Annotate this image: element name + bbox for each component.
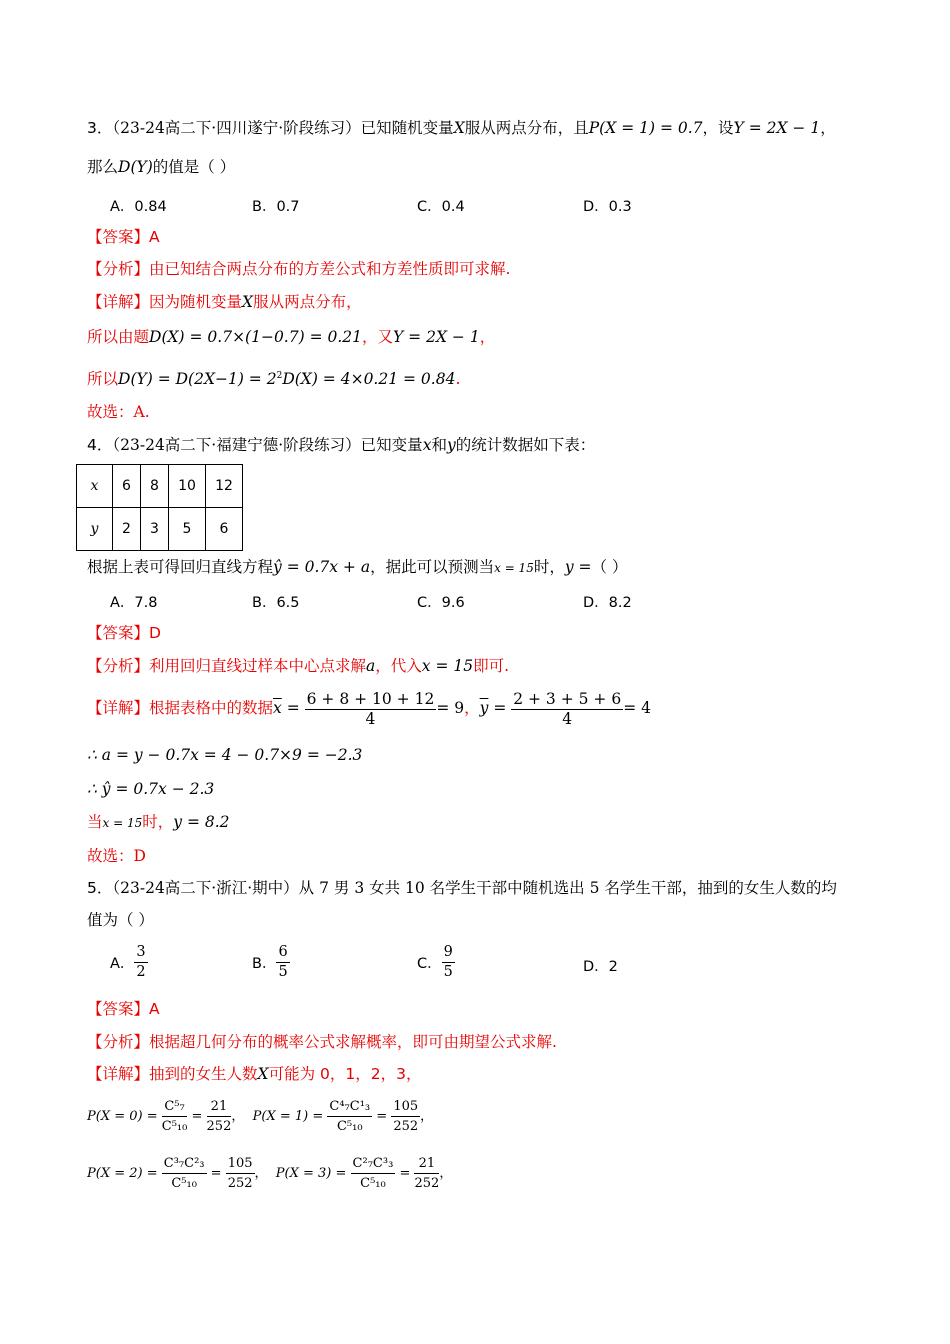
detail-tag: 【详解】 [87,699,150,717]
q3-dy: D(Y) [118,158,153,176]
q5-stem-text: 从 7 男 3 女共 10 名学生干部中随机选出 5 名学生干部，抽到的女生人数的均 [298,879,837,897]
analysis-text: 利用回归直线过样本中心点求解 [149,657,367,675]
q3-stem-text: ， [820,119,836,137]
q4-step1: ∴ a = y − 0.7x = 4 − 0.7×9 = −2.3 [87,746,363,764]
step-cond: x = 15 [102,816,143,830]
comb-fraction [162,1097,188,1136]
fraction-numerator: 9 [442,943,455,963]
q3-option-d: D．0.3 [583,199,632,215]
q3-answer [87,226,160,248]
ybar-result: = 4 [623,699,651,717]
analysis-text: 由已知结合两点分布的方差公式和方差性质即可求解. [149,260,511,278]
option-label: B． [252,956,277,972]
q5-source: （23-24高二下·浙江·期中） [112,879,299,897]
step-equation: y = 8.2 [173,813,230,831]
q4-stem-text: （ ） [591,558,628,576]
answer-tag: 【答案】 [87,624,150,642]
q4-stem-text: 时， [533,558,565,576]
q4-answer [87,622,161,644]
fraction-numerator: 2 + 3 + 5 + 6 [513,689,622,708]
q3-var-x: X [453,119,465,137]
comb-fraction [351,1154,396,1193]
value-fraction [207,1097,232,1136]
fraction-numerator: 6 [276,943,289,963]
q3-stem-text: 服从两点分布，且 [464,119,589,137]
fraction-numerator: C³₇C²₃ [162,1154,207,1174]
option-fraction [276,943,289,982]
table-cell: 6 [113,465,141,508]
value-fraction [414,1154,439,1193]
option-fraction [442,943,455,982]
option-label: C． [417,956,442,972]
step-equation: D(Y) = D(2X−1) = 2 [118,370,277,389]
option-fraction [134,943,147,982]
step-text: ，又 [362,328,394,346]
fraction-denominator: 5 [278,964,288,980]
value-fraction [391,1097,420,1136]
ybar-fraction [511,690,623,729]
detail-tag: 【详解】 [87,1065,150,1083]
separator: ， [439,1166,453,1181]
separator: ， [231,1109,245,1124]
analysis-eq: x = 15 [421,657,474,675]
q4-stem-line2 [87,556,627,579]
q3-conclusion: 故选：A. [87,403,150,421]
fraction-denominator: 252 [414,1176,440,1191]
step-text: ， [479,328,496,346]
q4-conclusion: 故选：D [87,847,146,865]
answer-value: A [149,1000,160,1018]
analysis-tag: 【分析】 [87,1033,150,1051]
fraction-denominator: 4 [365,709,376,728]
q3-var-x: X [242,293,254,311]
q4-option-b: B．6.5 [252,595,300,611]
q4-stem-text: 已知变量 [360,436,423,454]
option-value: 2 [608,959,618,975]
table-row [77,465,243,508]
fraction-denominator: 252 [206,1119,232,1134]
q4-number: 4． [87,436,113,454]
detail-text: 抽到的女生人数 [149,1065,258,1083]
table-cell: 10 [169,465,206,508]
step-equation: D(X) = 4×0.21 = 0.84 [282,370,456,389]
analysis-text: 根据超几何分布的概率公式求解概率，即可由期望公式求解. [149,1033,557,1051]
fraction-denominator: C⁵₁₀ [161,1119,188,1134]
q3-source: （23-24高二下·四川遂宁·阶段练习） [112,119,361,137]
fraction-denominator: 4 [562,709,573,728]
separator: ， [464,699,480,717]
q3-analysis [87,258,510,280]
step-text: 当 [87,813,103,831]
separator: ， [254,1166,268,1181]
q5-number: 5． [87,879,113,897]
fraction-numerator: 105 [391,1097,420,1117]
separator: ， [420,1109,434,1124]
row-label: y [77,508,113,551]
fraction-denominator: C⁵₁₀ [336,1119,363,1134]
fraction-numerator: 6 + 8 + 10 + 12 [306,689,435,708]
q4-ask: y = [564,558,592,576]
step-equation: Y = 2X − 1 [393,328,480,346]
q3-stem-text: 已知随机变量 [360,119,454,137]
comb-fraction [162,1154,207,1193]
q3-step1 [87,326,495,348]
q4-var-x: x [422,436,432,454]
step-text: . [455,370,461,389]
q3-stem-line2 [87,156,235,178]
answer-tag: 【答案】 [87,228,150,246]
answer-value: A [149,228,160,246]
row-label: x [77,465,113,508]
q4-option-c: C．9.6 [417,595,465,611]
q4-stat-table [76,464,243,551]
xbar: $\overline{x}$ [273,699,282,717]
q4-condition: x = 15 [494,561,534,575]
step-text: 所以 [87,370,119,389]
fraction-numerator: 21 [414,1154,439,1174]
q5-answer [87,998,160,1020]
q4-analysis [87,655,509,677]
table-cell: 5 [169,508,206,551]
answer-tag: 【答案】 [87,1000,150,1018]
fraction-numerator: C⁴₇C¹₃ [327,1097,372,1117]
q4-option-a: A．7.8 [110,595,158,611]
fraction-numerator: 105 [226,1154,255,1174]
table-cell: 3 [141,508,169,551]
comb-fraction [327,1097,372,1136]
q5-option-b [252,943,290,982]
value-fraction [226,1154,255,1193]
q4-detail: 【详解】根据表格中的数据$\overline{x}$ = $\frac{6 + 8 + 10 + 12}{4}$ = 9，$\overline{y}$ = $\frac{2 + 3 + 5 + 6}{4}$ = 4 [87,689,651,728]
fraction-denominator: 2 [136,964,146,980]
prob-lhs: P(X = 2) = [87,1166,158,1181]
q4-regression-eq: ŷ = 0.7x + a [273,558,371,576]
q4-step3 [87,811,230,834]
detail-tag: 【详解】 [87,293,150,311]
q3-def-y: Y = 2X − 1 [733,119,821,137]
fraction-denominator: C⁵₁₀ [360,1176,386,1191]
q3-option-b: B．0.7 [252,199,300,215]
q4-stem-text: 和 [431,436,447,454]
q3-detail [87,291,362,313]
q3-stem-text: 的值是（ ） [152,158,236,176]
step-equation: D(X) = 0.7×(1−0.7) = 0.21 [149,328,362,346]
table-cell: 2 [113,508,141,551]
detail-var: X [257,1065,269,1083]
xbar-result: = 9 [436,699,465,717]
q5-stem-line1 [87,877,837,899]
prob-lhs: P(X = 0) = [87,1109,158,1124]
q3-prob-eq: P(X = 1) = 0.7 [588,119,703,137]
table-cell: 6 [206,508,243,551]
q4-stem-text: ，据此可以预测当 [370,558,495,576]
fraction-numerator: C²₇C³₃ [351,1154,396,1174]
q4-stem-text: 的统计数据如下表： [455,436,596,454]
q4-source: （23-24高二下·福建宁德·阶段练习） [112,436,361,454]
q3-step2 [87,365,460,390]
q4-stem-text: 根据上表可得回归直线方程 [87,558,274,576]
detail-text: 服从两点分布， [253,293,362,311]
analysis-tag: 【分析】 [87,260,150,278]
q5-option-c [417,943,455,982]
option-label: A． [110,956,135,972]
q5-prob-row-2: P(X = 2) = $\frac{\text{C³₇C²₃}}{\text{C⁵₁₀}}$ = $\frac{105}{252}$ ， P(X = 3) = $\frac{\text{C²₇C³₃}}{\text{C⁵₁₀}}$ = $\frac{21}{252}$ ， [87,1156,453,1191]
q5-prob-row-1: P(X = 0) = $\frac{\text{C⁵₇}}{\text{C⁵₁₀}}$ = $\frac{21}{252}$ ， P(X = 1) = $\frac{\text{C⁴₇C¹₃}}{\text{C⁵₁₀}}$ = $\frac{105}{252}$ ， [87,1099,434,1134]
ybar: $\overline{y}$ [479,699,489,717]
fraction-denominator: 5 [443,964,453,980]
q5-detail [87,1063,421,1085]
q3-option-c: C．0.4 [417,199,465,215]
q4-var-y: y [446,436,456,454]
detail-text: 根据表格中的数据 [149,699,274,717]
prob-lhs: P(X = 3) = [275,1166,347,1181]
q5-option-d [583,955,618,976]
q4-step2: ∴ ŷ = 0.7x − 2.3 [87,780,215,798]
q3-option-a: A．0.84 [110,199,167,215]
table-row [77,508,243,551]
detail-text: 因为随机变量 [149,293,243,311]
fraction-numerator: 21 [207,1097,232,1117]
option-label: D． [583,959,609,975]
fraction-numerator: C⁵₇ [162,1097,188,1117]
fraction-denominator: 252 [393,1119,419,1134]
fraction-numerator: 3 [134,943,147,963]
prob-lhs: P(X = 1) = [252,1109,324,1124]
xbar-fraction [305,690,437,729]
analysis-text: 即可. [473,657,510,675]
q3-stem-text: ，设 [702,119,734,137]
table-cell: 8 [141,465,169,508]
q5-stem-line2: 值为（ ） [87,911,154,929]
answer-value: D [149,624,161,642]
q3-stem-line1 [87,117,836,139]
analysis-var: a [366,657,376,675]
fraction-denominator: C⁵₁₀ [171,1176,197,1191]
q4-option-d: D．8.2 [583,595,632,611]
analysis-tag: 【分析】 [87,657,150,675]
step-text: 时， [142,813,174,831]
fraction-denominator: 252 [227,1176,253,1191]
analysis-text: ，代入 [375,657,422,675]
q5-option-a [110,943,148,982]
detail-text: 可能为 0，1，2，3， [268,1065,422,1083]
q4-stem-line1 [87,434,595,456]
q5-analysis [87,1031,557,1053]
q3-stem-text: 那么 [87,158,119,176]
step-text: 所以由题 [87,328,150,346]
q3-number: 3． [87,119,113,137]
exponent: 2 [276,371,283,381]
table-cell: 12 [206,465,243,508]
